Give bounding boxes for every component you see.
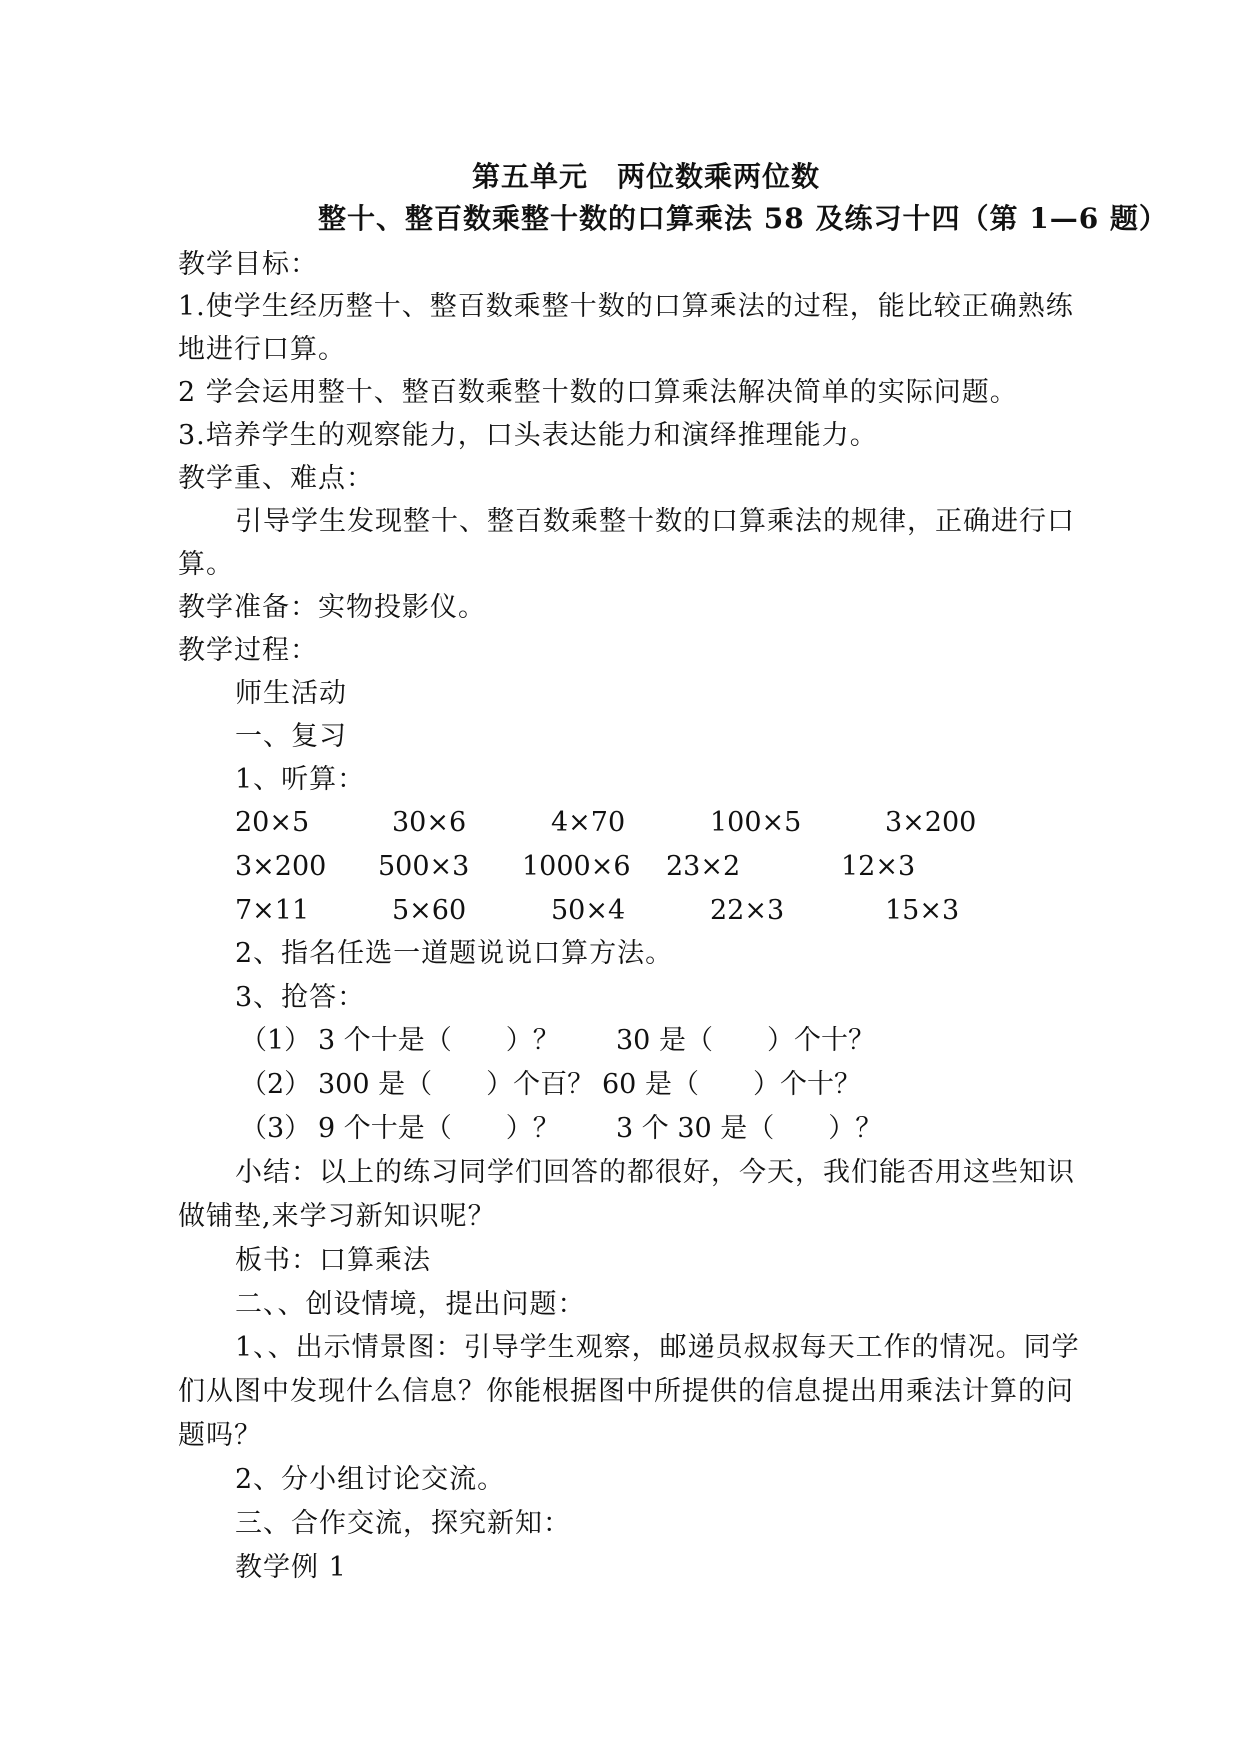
calc-item: 5×60 xyxy=(392,895,467,926)
quick-a: 9 个十是（ ）？ xyxy=(318,1113,560,1144)
quick-a: 300 是（ ）个百？ xyxy=(318,1069,595,1100)
scene-line: 题吗？ xyxy=(178,1420,262,1451)
activity-label: 师生活动 xyxy=(235,678,347,709)
calc-item: 15×3 xyxy=(885,895,960,926)
explore-heading: 三、合作交流，探究新知： xyxy=(235,1508,571,1539)
step-2: 2、指名任选一道题说说口算方法。 xyxy=(235,938,674,969)
calc-item: 30×6 xyxy=(392,807,467,838)
quick-b: 30 是（ ）个十？ xyxy=(616,1025,875,1056)
calc-item: 23×2 xyxy=(666,851,741,882)
goal-line: 地进行口算。 xyxy=(178,334,346,365)
calc-item: 12×3 xyxy=(841,851,916,882)
listen-heading: 1、听算： xyxy=(235,764,366,795)
quick-num: （2） xyxy=(240,1069,312,1100)
calc-item: 4×70 xyxy=(551,807,626,838)
document-subtitle: 整十、整百数乘整十数的口算乘法 58 及练习十四（第 1—6 题） xyxy=(318,202,1168,235)
calc-item: 22×3 xyxy=(710,895,785,926)
document-title: 第五单元 两位数乘两位数 xyxy=(472,160,821,193)
calc-item: 1000×6 xyxy=(522,851,631,882)
quick-a: 3 个十是（ ）？ xyxy=(318,1025,560,1056)
summary-line: 做铺垫,来学习新知识呢？ xyxy=(178,1201,496,1232)
quick-num: （1） xyxy=(240,1025,312,1056)
calc-item: 20×5 xyxy=(235,807,310,838)
goal-line: 2 学会运用整十、整百数乘整十数的口算乘法解决简单的实际问题。 xyxy=(178,377,1018,408)
summary-line: 小结：以上的练习同学们回答的都很好，今天，我们能否用这些知识 xyxy=(235,1157,1075,1188)
quick-b: 60 是（ ）个十？ xyxy=(602,1069,861,1100)
quick-b: 3 个 30 是（ ）？ xyxy=(616,1113,883,1144)
review-heading: 一、复习 xyxy=(235,721,347,752)
scene-heading: 二、、创设情境，提出问题： xyxy=(235,1289,586,1320)
example-label: 教学例 1 xyxy=(235,1552,347,1583)
board-writing: 板书：口算乘法 xyxy=(235,1245,431,1276)
preparation: 教学准备：实物投影仪。 xyxy=(178,592,486,623)
key-line: 算。 xyxy=(178,549,234,580)
scene-line: 1、、出示情景图：引导学生观察，邮递员叔叔每天工作的情况。同学 xyxy=(235,1332,1080,1363)
discuss-step: 2、分小组讨论交流。 xyxy=(235,1464,506,1495)
quick-num: （3） xyxy=(240,1113,312,1144)
scene-line: 们从图中发现什么信息？你能根据图中所提供的信息提出用乘法计算的问 xyxy=(178,1376,1074,1407)
calc-item: 100×5 xyxy=(710,807,802,838)
goal-line: 1.使学生经历整十、整百数乘整十数的口算乘法的过程，能比较正确熟练 xyxy=(178,291,1074,322)
key-line: 引导学生发现整十、整百数乘整十数的口算乘法的规律，正确进行口 xyxy=(235,506,1075,537)
calc-item: 7×11 xyxy=(235,895,310,926)
step-3: 3、抢答： xyxy=(235,982,366,1013)
process-heading: 教学过程： xyxy=(178,635,318,666)
calc-item: 3×200 xyxy=(235,851,327,882)
calc-item: 500×3 xyxy=(378,851,470,882)
goals-heading: 教学目标： xyxy=(178,249,318,280)
calc-item: 50×4 xyxy=(551,895,626,926)
key-heading: 教学重、难点： xyxy=(178,463,374,494)
goal-line: 3.培养学生的观察能力，口头表达能力和演绎推理能力。 xyxy=(178,420,878,451)
calc-item: 3×200 xyxy=(885,807,977,838)
